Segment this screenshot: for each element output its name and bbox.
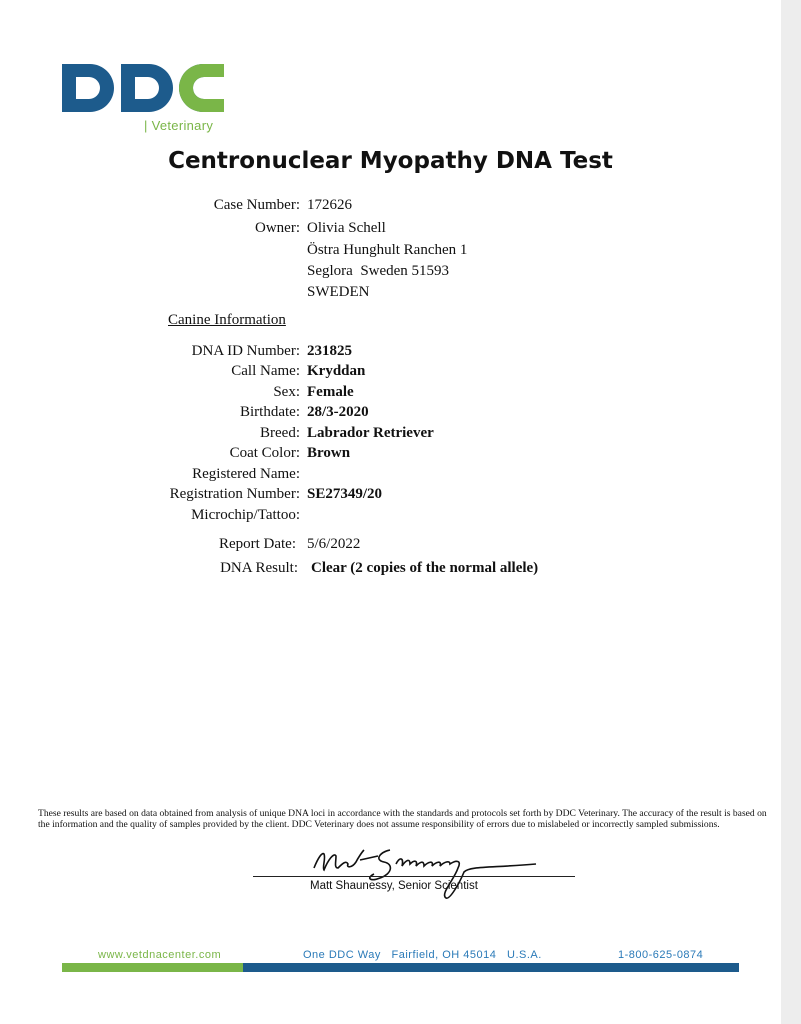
- sex-row: [0, 382, 781, 402]
- report-date-value: 5/6/2022: [307, 536, 361, 552]
- owner-country: SWEDEN: [307, 284, 370, 300]
- report-title: Centronuclear Myopathy DNA Test: [168, 148, 613, 174]
- field-value: 231825: [307, 343, 352, 359]
- ddc-logo: [62, 58, 232, 136]
- microchip-row: [0, 505, 781, 525]
- dna-result-value: Clear (2 copies of the normal allele): [311, 560, 539, 576]
- owner-row: [0, 218, 781, 238]
- field-label: Sex:: [273, 384, 300, 400]
- field-label: DNA ID Number:: [191, 343, 300, 359]
- field-value: Brown: [307, 445, 351, 461]
- call-name-row: [0, 361, 781, 381]
- page-edge: [781, 0, 801, 1024]
- footer-bar-green: [62, 963, 243, 972]
- field-value: SE27349/20: [307, 486, 383, 502]
- owner-address-row: [0, 240, 781, 260]
- field-label: Call Name:: [231, 363, 300, 379]
- case-number-label: Case Number:: [213, 197, 300, 213]
- owner-name: Olivia Schell: [307, 220, 386, 236]
- field-value: Female: [307, 384, 354, 400]
- field-label: Coat Color:: [229, 445, 300, 461]
- footer-phone: 1-800-625-0874: [618, 949, 704, 961]
- owner-address-line-1: Östra Hunghult Ranchen 1: [307, 242, 468, 258]
- coat-color-row: [0, 443, 781, 463]
- field-value: 28/3-2020: [307, 404, 369, 420]
- field-label: Microchip/Tattoo:: [191, 507, 300, 523]
- birthdate-row: [0, 402, 781, 422]
- registered-name-row: [0, 464, 781, 484]
- footer-website: www.vetdnacenter.com: [98, 949, 222, 961]
- canine-information-heading: Canine Information: [168, 312, 286, 328]
- ddc-logo-icon: [62, 58, 232, 118]
- field-label: Registered Name:: [192, 466, 300, 482]
- footer-address: One DDC Way Fairfield, OH 45014 U.S.A.: [303, 949, 542, 961]
- field-value: Kryddan: [307, 363, 366, 379]
- registration-number-row: [0, 484, 781, 504]
- field-value: Labrador Retriever: [307, 425, 434, 441]
- signature-name: Matt Shaunessy, Senior Scientist: [310, 880, 478, 892]
- owner-label: Owner:: [255, 220, 300, 236]
- field-label: Registration Number:: [169, 486, 300, 502]
- owner-address-row: [0, 261, 781, 281]
- field-label: Birthdate:: [240, 404, 300, 420]
- field-label: Breed:: [260, 425, 300, 441]
- owner-country-row: [0, 282, 781, 302]
- dna-result-row: [0, 558, 781, 578]
- dna-id-row: [0, 341, 781, 361]
- logo-subtitle: | Veterinary: [144, 118, 214, 133]
- footer-bar-blue: [243, 963, 739, 972]
- report-date-label: Report Date:: [218, 536, 296, 552]
- breed-row: [0, 423, 781, 443]
- case-number-row: [0, 195, 781, 215]
- signature-line: [253, 876, 575, 877]
- owner-address-line-2: Seglora Sweden 51593: [307, 263, 450, 279]
- case-number-value: 172626: [307, 197, 352, 213]
- report-date-row: [0, 534, 781, 554]
- disclaimer-text: These results are based on data obtained from analysis of unique DNA loci in accordance with the standards and protocols set forth by DDC Veterinary. The accuracy of the result is based on the information and the quality of samples provided by the client. DDC Veterinary does not assume responsibility of errors due to mislabeled or incorrectly sampled submissions.: [38, 808, 767, 830]
- dna-result-label: DNA Result:: [220, 560, 298, 576]
